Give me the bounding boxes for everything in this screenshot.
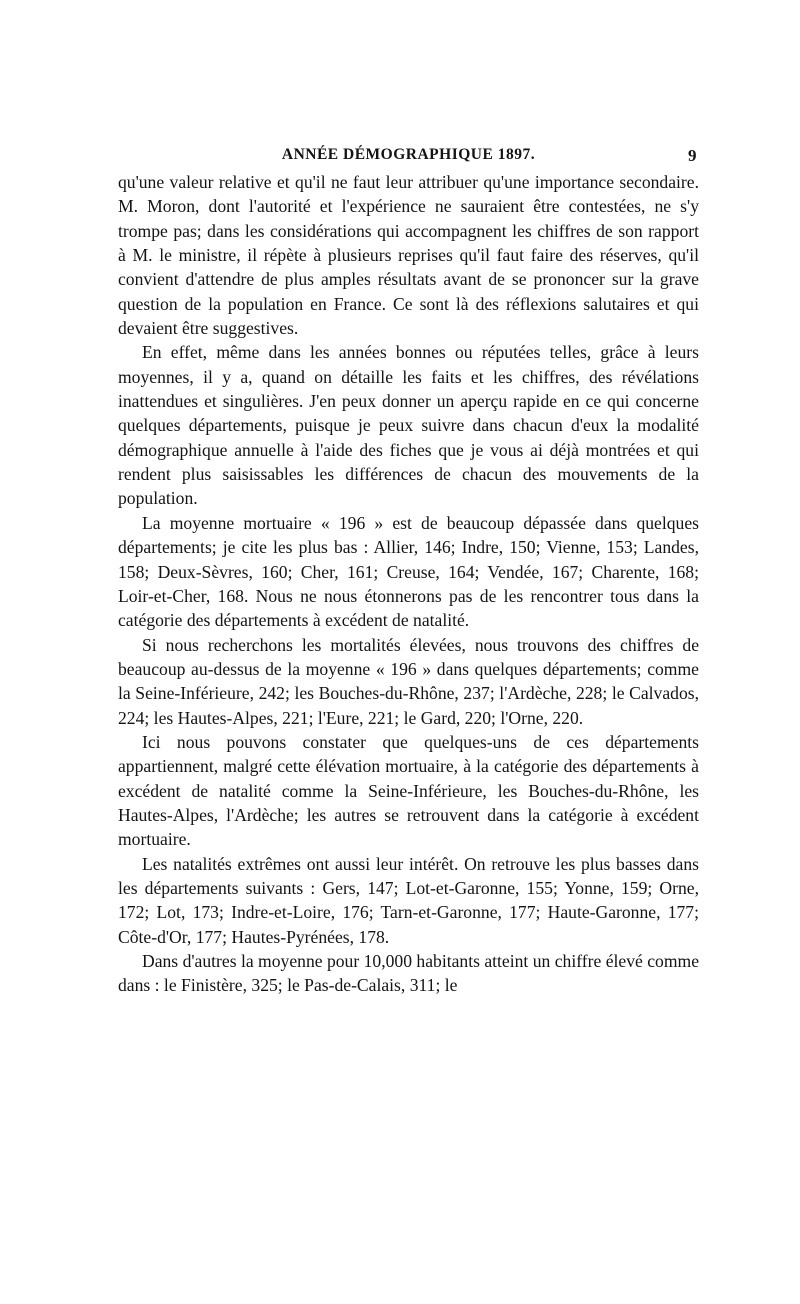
paragraph-observation: Ici nous pouvons constater que quelques-uns de ces départements appartiennent, malgré cette élévation mortuaire, à la catégorie des départements à excédent de natalité comme la Seine-Inférieure, les Bouches-du-Rhône, les Hautes-Alpes, l'Ardèche; les autres se retrouvent dans la catégorie à excédent mortuaire. bbox=[118, 731, 699, 850]
paragraph-low-mortality: La moyenne mortuaire « 196 » est de beaucoup dépassée dans quelques départements; je cite les plus bas : Allier, 146; Indre, 150; Vienne, 153; Landes, 158; Deux-Sèvres, 160; Cher, 161; Creuse, 164; Vendée, 167; Charente, 168; Loir-et-Cher, 168. Nous ne nous étonnerons pas de les rencontrer tous dans la catégorie des départements à excédent de natalité. bbox=[118, 512, 699, 631]
paragraph-high-mortality: Si nous recherchons les mortalités élevées, nous trouvons des chiffres de beaucoup au-dessus de la moyenne « 196 » dans quelques départements; comme la Seine-Inférieure, 242; les Bouches-du-Rhône, 237; l'Ardèche, 228; le Calvados, 224; les Hautes-Alpes, 221; l'Eure, 221; le Gard, 220; l'Orne, 220. bbox=[118, 634, 699, 728]
running-title: ANNÉE DÉMOGRAPHIQUE 1897. bbox=[281, 146, 536, 163]
paragraph-high-natality: Dans d'autres la moyenne pour 10,000 habitants atteint un chiffre élevé comme dans : le Finistère, 325; le Pas-de-Calais, 311; le bbox=[118, 951, 699, 996]
running-head bbox=[118, 142, 699, 170]
book-page bbox=[118, 142, 699, 998]
paragraph-revelations: En effet, même dans les années bonnes ou réputées telles, grâce à leurs moyennes, il y a, quand on détaille les faits et les chiffres, des révélations inattendues et singulières. J'en peux donner un aperçu rapide en ce qui concerne quelques départements, puisque je peux suivre dans chacun d'eux la modalité démographique annuelle à l'aide des fiches que je vous ai déjà montrées et qui rendent plus saisissables les différences de chacun des mouvements de la population. bbox=[118, 342, 699, 509]
paragraph-continuation: qu'une valeur relative et qu'il ne faut leur attribuer qu'une importance secondaire. M. Moron, dont l'autorité et l'expérience ne sauraient être contestées, ne s'y trompe pas; dans les considérations qui accompagnent les chiffres de son rapport à M. le ministre, il répète à plusieurs reprises qu'il faut faire des réserves, qu'il convient d'attendre de plus amples résultats avant de se prononcer sur la grave question de la population en France. Ce sont là des réflexions salutaires et qui devaient être suggestives. bbox=[118, 172, 699, 339]
page-number: 9 bbox=[688, 146, 697, 165]
body-text bbox=[118, 170, 699, 998]
paragraph-low-natality: Les natalités extrêmes ont aussi leur intérêt. On retrouve les plus basses dans les départements suivants : Gers, 147; Lot-et-Garonne, 155; Yonne, 159; Orne, 172; Lot, 173; Indre-et-Loire, 176; Tarn-et-Garonne, 177; Haute-Garonne, 177; Côte-d'Or, 177; Hautes-Pyrénées, 178. bbox=[118, 853, 699, 947]
